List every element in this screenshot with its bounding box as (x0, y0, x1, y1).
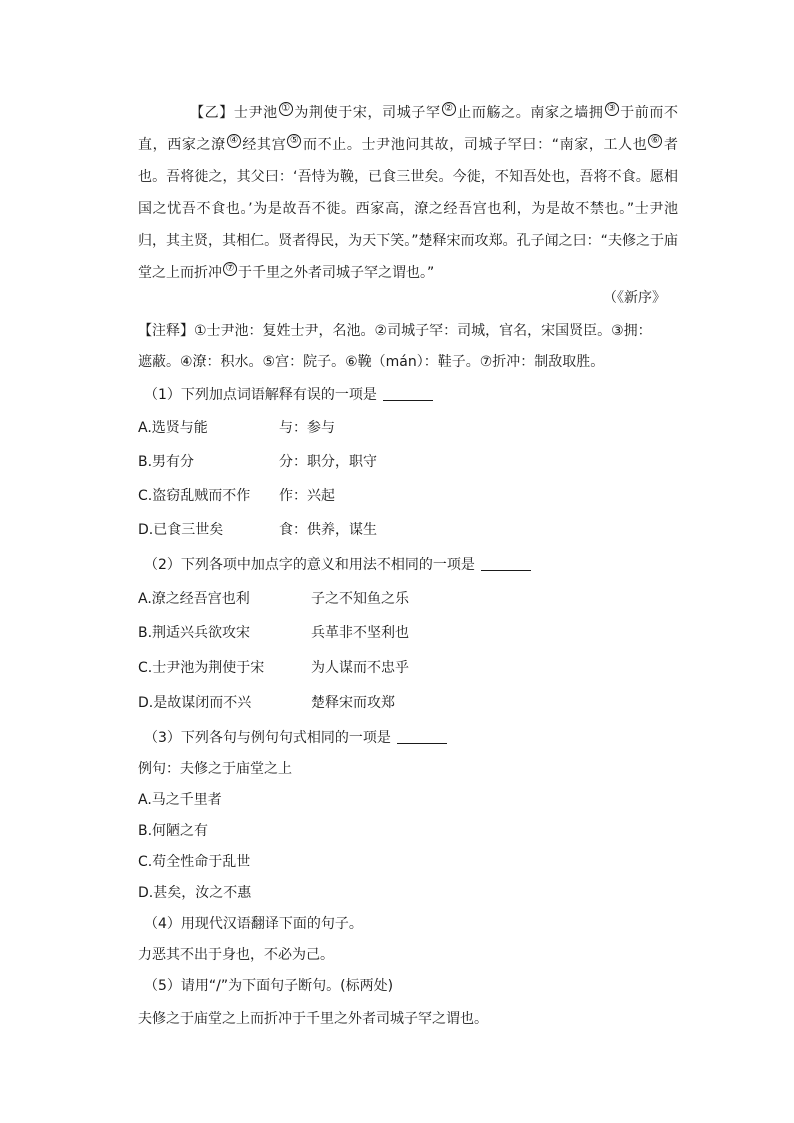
q5-stem: （5）请用“/”为下面句子断句。(标两处) (144, 978, 394, 994)
passage-text-2: 止而觞之。南家之墙拥 (456, 105, 604, 121)
q1-stem (144, 385, 433, 405)
q1-option-c-gloss: 作：兴起 (279, 488, 335, 504)
note-mark-5: ⑤ (287, 134, 301, 148)
q2-stem (144, 555, 531, 575)
q2-stem-text: （2）下列各项中加点字的意义和用法不相同的一项是 (144, 557, 475, 573)
q3-stem-text: （3）下列各句与例句句式相同的一项是 (144, 730, 391, 746)
passage-text-3: 于前而不直，西家之潦 (138, 105, 678, 153)
passage-intro: 【乙】士尹池 (190, 105, 278, 121)
q3-option-a: A.马之千里者 (138, 792, 222, 808)
q2-option-d-compare: 楚释宋而攻郑 (311, 695, 395, 711)
passage-text-5: 而不止。士尹池问其故，司城子罕曰：“南家，工人也 (302, 137, 648, 153)
notes-line-2: 遮蔽。④潦：积水。⑤宫：院子。⑥鞔（mán）：鞋子。⑦折冲：制敌取胜。 (138, 354, 605, 370)
passage-text-6: 者也。吾将徙之，其父曰：‘吾恃为鞔，已食三世矣。今徙，不知吾处也，吾将不食。愿相国之忧吾不食也。’为是故吾不徙。西家高，潦之经吾宫也利，为是故不禁也。”士尹池归，其主贤，其相仁。贤者得民，为天下笑。”楚释宋而攻郑。孔子闻之曰：“夫修之于庙堂之上而折冲 (138, 137, 679, 281)
q3-stem (144, 728, 447, 748)
q1-option-d: D.已食三世矣 (138, 522, 224, 538)
passage-paragraph (138, 97, 678, 289)
q1-option-b-gloss: 分：职分，职守 (279, 454, 377, 470)
q1-option-a: A.选贤与能 (138, 420, 208, 436)
note-mark-4: ④ (227, 134, 241, 148)
note-mark-3: ③ (605, 102, 619, 116)
q1-option-a-gloss: 与：参与 (279, 420, 335, 436)
passage-text-1: 为荆使于宋，司城子罕 (293, 105, 441, 121)
note-mark-6: ⑥ (648, 134, 662, 148)
passage-text-7: 于千里之外者司城子罕之谓也。” (238, 265, 435, 281)
q3-example: 例句：夫修之于庙堂之上 (138, 761, 292, 777)
note-mark-2: ② (442, 102, 456, 116)
q1-answer-blank[interactable] (383, 386, 433, 401)
q1-option-d-gloss: 食：供养，谋生 (279, 522, 377, 538)
notes-line-1: 【注释】①士尹池：复姓士尹，名池。②司城子罕：司城，官名，宋国贤臣。③拥： (138, 323, 652, 339)
q5-sentence: 夫修之于庙堂之上而折冲于千里之外者司城子罕之谓也。 (138, 1011, 488, 1027)
q3-option-b: B.何陋之有 (138, 823, 209, 839)
note-mark-7: ⑦ (223, 262, 237, 276)
q1-option-b: B.男有分 (138, 454, 195, 470)
q2-option-a: A.潦之经吾宫也利 (138, 591, 250, 607)
q1-option-c: C.盗窃乱贼而不作 (138, 488, 251, 504)
q1-stem-text: （1）下列加点词语解释有误的一项是 (144, 387, 377, 403)
q3-option-d: D.甚矣，汝之不惠 (138, 885, 252, 901)
q4-sentence: 力恶其不出于身也，不必为己。 (138, 947, 334, 963)
q4-stem: （4）用现代汉语翻译下面的句子。 (144, 916, 363, 932)
q2-option-b: B.荆适兴兵欲攻宋 (138, 625, 251, 641)
note-mark-1: ① (279, 102, 293, 116)
q2-option-c-compare: 为人谋而不忠乎 (311, 660, 409, 676)
q3-answer-blank[interactable] (397, 729, 447, 744)
q2-answer-blank[interactable] (481, 556, 531, 571)
q2-option-a-compare: 子之不知鱼之乐 (311, 591, 409, 607)
q2-option-c: C.士尹池为荆使于宋 (138, 660, 265, 676)
q2-option-b-compare: 兵革非不坚利也 (311, 625, 409, 641)
passage-text-4: 经其宫 (241, 137, 287, 153)
q3-option-c: C.苟全性命于乱世 (138, 854, 251, 870)
passage-source: （《新序》 (603, 290, 666, 306)
q2-option-d: D.是故谋闭而不兴 (138, 695, 252, 711)
